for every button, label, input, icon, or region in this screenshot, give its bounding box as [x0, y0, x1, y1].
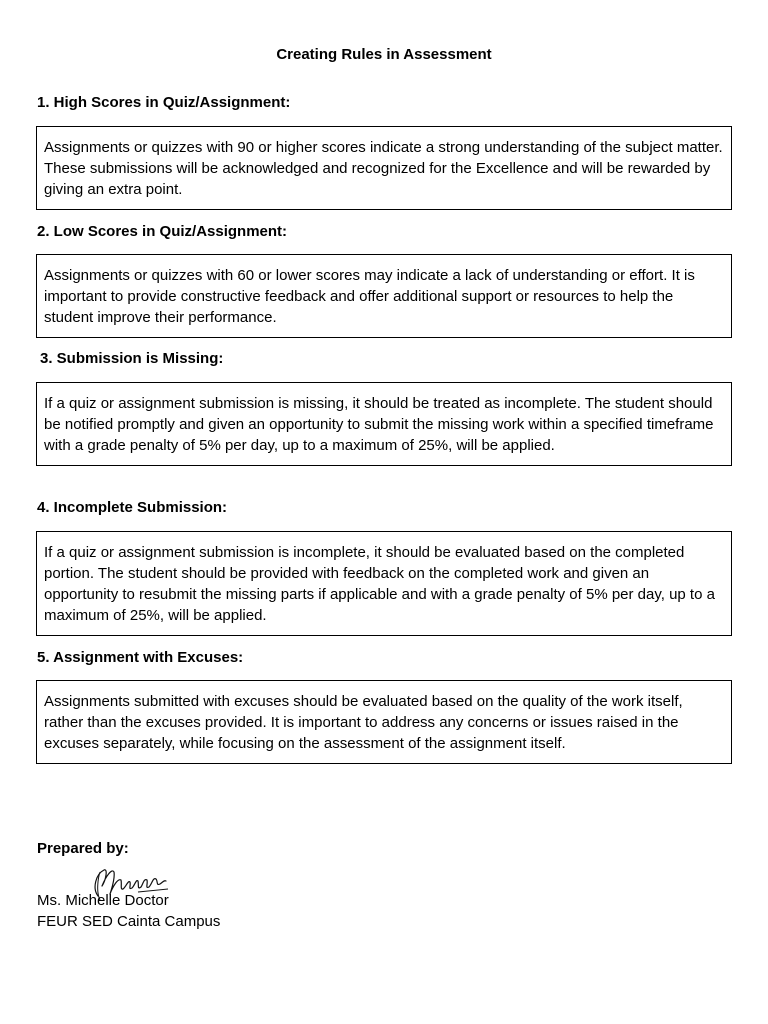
- section-3-heading: 3. Submission is Missing:: [40, 350, 224, 367]
- section-3-body: If a quiz or assignment submission is missing, it should be treated as incomplete. The student should be notified promptly and given an opportunity to submit the missing work within a specified timeframe with a grade penalty of 5% per day, up to a maximum of 25%, will be applied.: [36, 382, 732, 466]
- section-1-body: Assignments or quizzes with 90 or higher scores indicate a strong understanding of the subject matter. These submissions will be acknowledged and recognized for the Excellence and will be rewarded by giving an extra point.: [36, 126, 732, 210]
- section-4-body: If a quiz or assignment submission is incomplete, it should be evaluated based on the completed portion. The student should be provided with feedback on the completed work and given an opportunity to resubmit the missing parts if applicable and with a grade penalty of 5% per day, up to a maximum of 25%, will be applied.: [36, 531, 732, 636]
- section-2-body: Assignments or quizzes with 60 or lower scores may indicate a lack of understanding or effort. It is important to provide constructive feedback and offer additional support or resources to help the student improve their performance.: [36, 254, 732, 338]
- section-5-heading: 5. Assignment with Excuses:: [37, 649, 244, 666]
- preparer-name: Ms. Michelle Doctor: [37, 892, 169, 909]
- section-1-heading: 1. High Scores in Quiz/Assignment:: [37, 94, 291, 111]
- preparer-campus: FEUR SED Cainta Campus: [37, 913, 221, 930]
- section-2-heading: 2. Low Scores in Quiz/Assignment:: [37, 223, 288, 240]
- section-4-heading: 4. Incomplete Submission:: [37, 499, 228, 516]
- section-5-body: Assignments submitted with excuses should be evaluated based on the quality of the work itself, rather than the excuses provided. It is important to address any concerns or issues raised in the excuses separately, while focusing on the assessment of the assignment itself.: [36, 680, 732, 764]
- document-title: Creating Rules in Assessment: [276, 46, 492, 63]
- prepared-by-label: Prepared by:: [37, 840, 129, 857]
